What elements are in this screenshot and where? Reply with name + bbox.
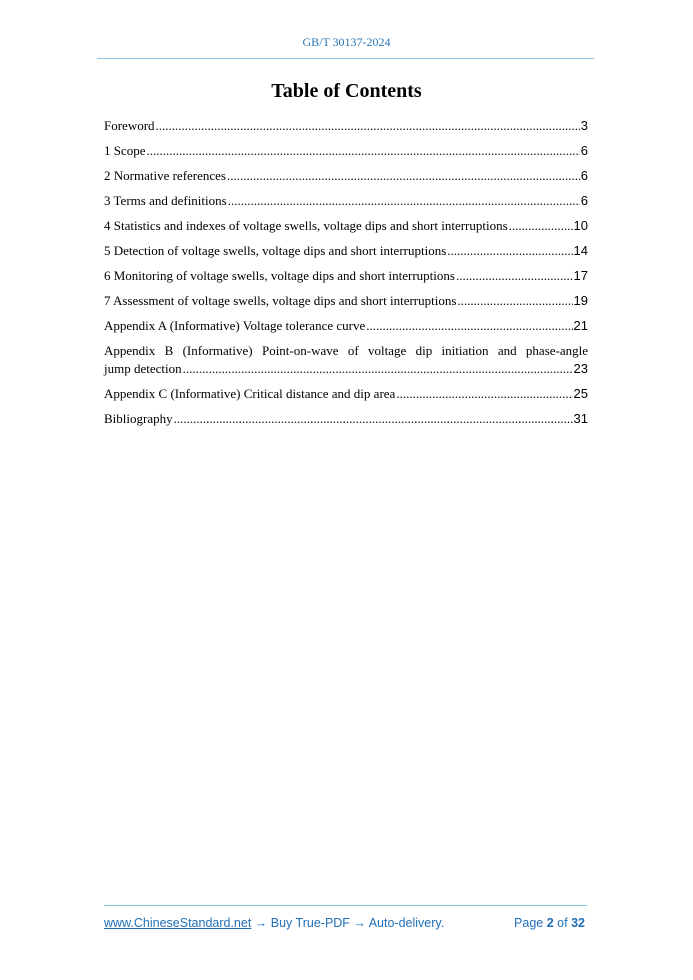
toc-entry-section-6[interactable] [104, 267, 588, 292]
toc-entry-page: 25 [573, 386, 588, 401]
toc-entry-title: 7 Assessment of voltage swells, voltage dips and short interruptions [104, 293, 457, 308]
toc-dot-leader [227, 167, 580, 185]
toc-dot-leader [183, 360, 573, 378]
toc-entry-title: Appendix C (Informative) Critical distance and dip area [104, 386, 396, 401]
page-title: Table of Contents [271, 80, 422, 102]
toc-entry-page: 31 [573, 411, 588, 426]
toc-entry-title: Appendix A (Informative) Voltage tolerance curve [104, 318, 366, 333]
toc-entry-title: 5 Detection of voltage swells, voltage dips and short interruptions [104, 243, 447, 258]
toc-entry-page: 10 [573, 218, 588, 233]
toc-entry-page: 6 [580, 143, 588, 158]
toc-entry-foreword[interactable] [104, 117, 588, 142]
toc-dot-leader [456, 267, 573, 285]
total-pages-number: 32 [571, 916, 585, 930]
toc-entry-page: 14 [573, 243, 588, 258]
toc-entry-second-line [104, 360, 588, 378]
toc-entry-title: 2 Normative references [104, 168, 226, 183]
page-indicator [514, 916, 585, 930]
toc-entry-title-line1: Appendix B (Informative) Point-on-wave of voltage dip initiation and phase-angle [104, 343, 588, 358]
page-label: Page [514, 916, 544, 930]
toc-dot-leader [457, 292, 572, 310]
document-number-header: GB/T 30137-2024 [302, 35, 391, 49]
toc-entry-appendix-b[interactable] [104, 342, 588, 378]
toc-entry-page: 17 [573, 268, 588, 283]
toc-entry-page: 6 [580, 168, 588, 183]
page-footer [104, 916, 587, 932]
toc-entry-title: 1 Scope [104, 143, 146, 158]
website-link[interactable]: www.ChineseStandard.net [104, 916, 252, 930]
toc-entry-title: 4 Statistics and indexes of voltage swells, voltage dips and short interruptions [104, 218, 508, 233]
toc-entry-appendix-a[interactable] [104, 317, 588, 342]
header-divider [97, 58, 594, 59]
toc-entry-section-5[interactable] [104, 242, 588, 267]
toc-dot-leader [147, 142, 580, 160]
toc-entry-normative-references[interactable] [104, 167, 588, 192]
toc-entry-scope[interactable] [104, 142, 588, 167]
toc-entry-page: 6 [580, 193, 588, 208]
footer-promo-text: → Buy True-PDF → Auto-delivery. [251, 916, 445, 930]
toc-entry-title-line2: jump detection [104, 361, 182, 376]
toc-entry-title: Bibliography [104, 411, 173, 426]
page-of-label: of [557, 916, 568, 930]
footer-promo [104, 916, 444, 930]
toc-entry-terms-and-definitions[interactable] [104, 192, 588, 217]
toc-entry-appendix-c[interactable] [104, 385, 588, 410]
toc-entry-title: 3 Terms and definitions [104, 193, 227, 208]
table-of-contents [104, 117, 588, 435]
toc-entry-page: 3 [580, 118, 588, 133]
current-page-number: 2 [546, 916, 554, 930]
toc-dot-leader [174, 410, 573, 428]
toc-entry-page: 19 [573, 293, 588, 308]
toc-entry-section-7[interactable] [104, 292, 588, 317]
toc-entry-section-4[interactable] [104, 217, 588, 242]
footer-divider [104, 905, 587, 906]
toc-dot-leader [509, 217, 573, 235]
toc-dot-leader [396, 385, 572, 403]
toc-entry-page: 23 [573, 361, 588, 376]
toc-dot-leader [228, 192, 580, 210]
toc-entry-page: 21 [573, 318, 588, 333]
toc-dot-leader [366, 317, 572, 335]
toc-dot-leader [156, 117, 580, 135]
toc-entry-bibliography[interactable] [104, 410, 588, 435]
toc-entry-title: Foreword [104, 118, 155, 133]
toc-entry-title: 6 Monitoring of voltage swells, voltage dips and short interruptions [104, 268, 455, 283]
toc-dot-leader [447, 242, 572, 260]
